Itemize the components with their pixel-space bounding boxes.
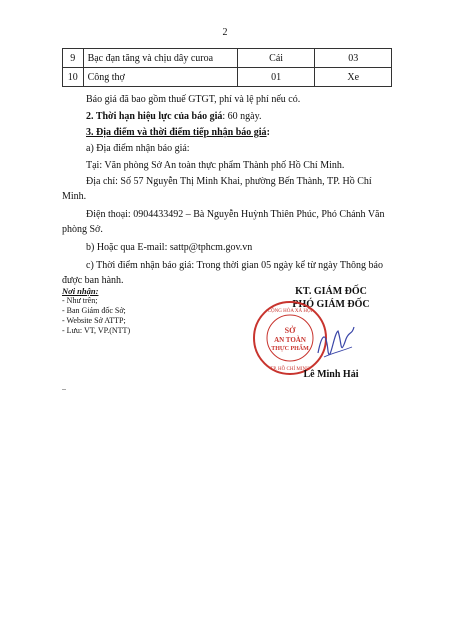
receipt-time-line-2: được ban hành. <box>62 275 124 286</box>
items-table <box>62 48 392 87</box>
receipt-place: Tại: Văn phòng Sở An toàn thực phẩm Thành phố Hồ Chí Minh. <box>86 160 345 171</box>
recipient-item: - Ban Giám đốc Sở; <box>62 306 126 315</box>
section3-colon: : <box>266 127 270 138</box>
validity-value: : 60 ngày. <box>222 111 262 122</box>
table-row <box>63 49 392 68</box>
cell-stt: 9 <box>63 49 84 68</box>
page-number: 2 <box>222 27 228 38</box>
stamp-line1: SỞ <box>284 326 296 335</box>
sign-title-line2: PHÓ GIÁM ĐỐC <box>292 299 370 310</box>
section3-label: 3. Địa điểm và thời điểm tiếp nhận báo giá <box>86 127 267 138</box>
validity-label: 2. Thời hạn hiệu lực của báo giá <box>86 111 223 122</box>
handwritten-signature <box>316 313 356 373</box>
cell-unit: 01 <box>237 68 315 87</box>
recipients-title: Nơi nhận: <box>62 286 99 296</box>
cell-item-name: Bạc đạn tăng và chịu dây curoa <box>83 49 237 68</box>
stamp-line3: THỰC PHẨM <box>271 346 309 352</box>
svg-text:CỘNG HÒA XÃ HỘI: CỘNG HÒA XÃ HỘI <box>267 309 313 314</box>
svg-text:TP. HỒ CHÍ MINH: TP. HỒ CHÍ MINH <box>270 367 310 372</box>
signer-name: Lê Minh Hải <box>303 369 359 380</box>
footer-mark: .. <box>62 383 66 392</box>
tax-note: Báo giá đã bao gồm thuế GTGT, phí và lệ phí nếu có. <box>86 94 301 105</box>
stamp-line2: AN TOÀN <box>274 336 306 344</box>
address-line-2: Minh. <box>62 191 87 202</box>
cell-item-name: Công thợ <box>83 68 237 87</box>
phone-line-1: Điện thoại: 0904433492 – Bà Nguyễn Huỳnh Thiên Phúc, Phó Chánh Văn <box>86 209 385 220</box>
address-line-1: Địa chỉ: Số 57 Nguyễn Thị Minh Khai, phường Bến Thành, TP. Hồ Chí <box>86 176 372 187</box>
recipients-block <box>62 286 130 336</box>
sign-title-line1: KT. GIÁM ĐỐC <box>295 286 367 297</box>
recipient-item: - Website Sở ATTP; <box>62 316 126 325</box>
section3-heading <box>86 125 270 141</box>
validity-paragraph <box>86 109 261 125</box>
cell-unit: Cái <box>237 49 315 68</box>
recipient-item: - Lưu: VT, VP.(NTT) <box>62 326 131 335</box>
table-row <box>63 68 392 87</box>
cell-quantity: Xe <box>315 68 392 87</box>
receipt-time-line-1: c) Thời điểm nhận báo giá: Trong thời gian 05 ngày kể từ ngày Thông báo <box>86 260 383 271</box>
phone-line-2: phòng Sở. <box>62 224 103 235</box>
recipient-item: - Như trên; <box>62 296 98 305</box>
email-line: b) Hoặc qua E-mail: sattp@tphcm.gov.vn <box>86 242 253 253</box>
cell-stt: 10 <box>63 68 84 87</box>
receipt-place-label: a) Địa điểm nhận báo giá: <box>86 143 190 154</box>
cell-quantity: 03 <box>315 49 392 68</box>
